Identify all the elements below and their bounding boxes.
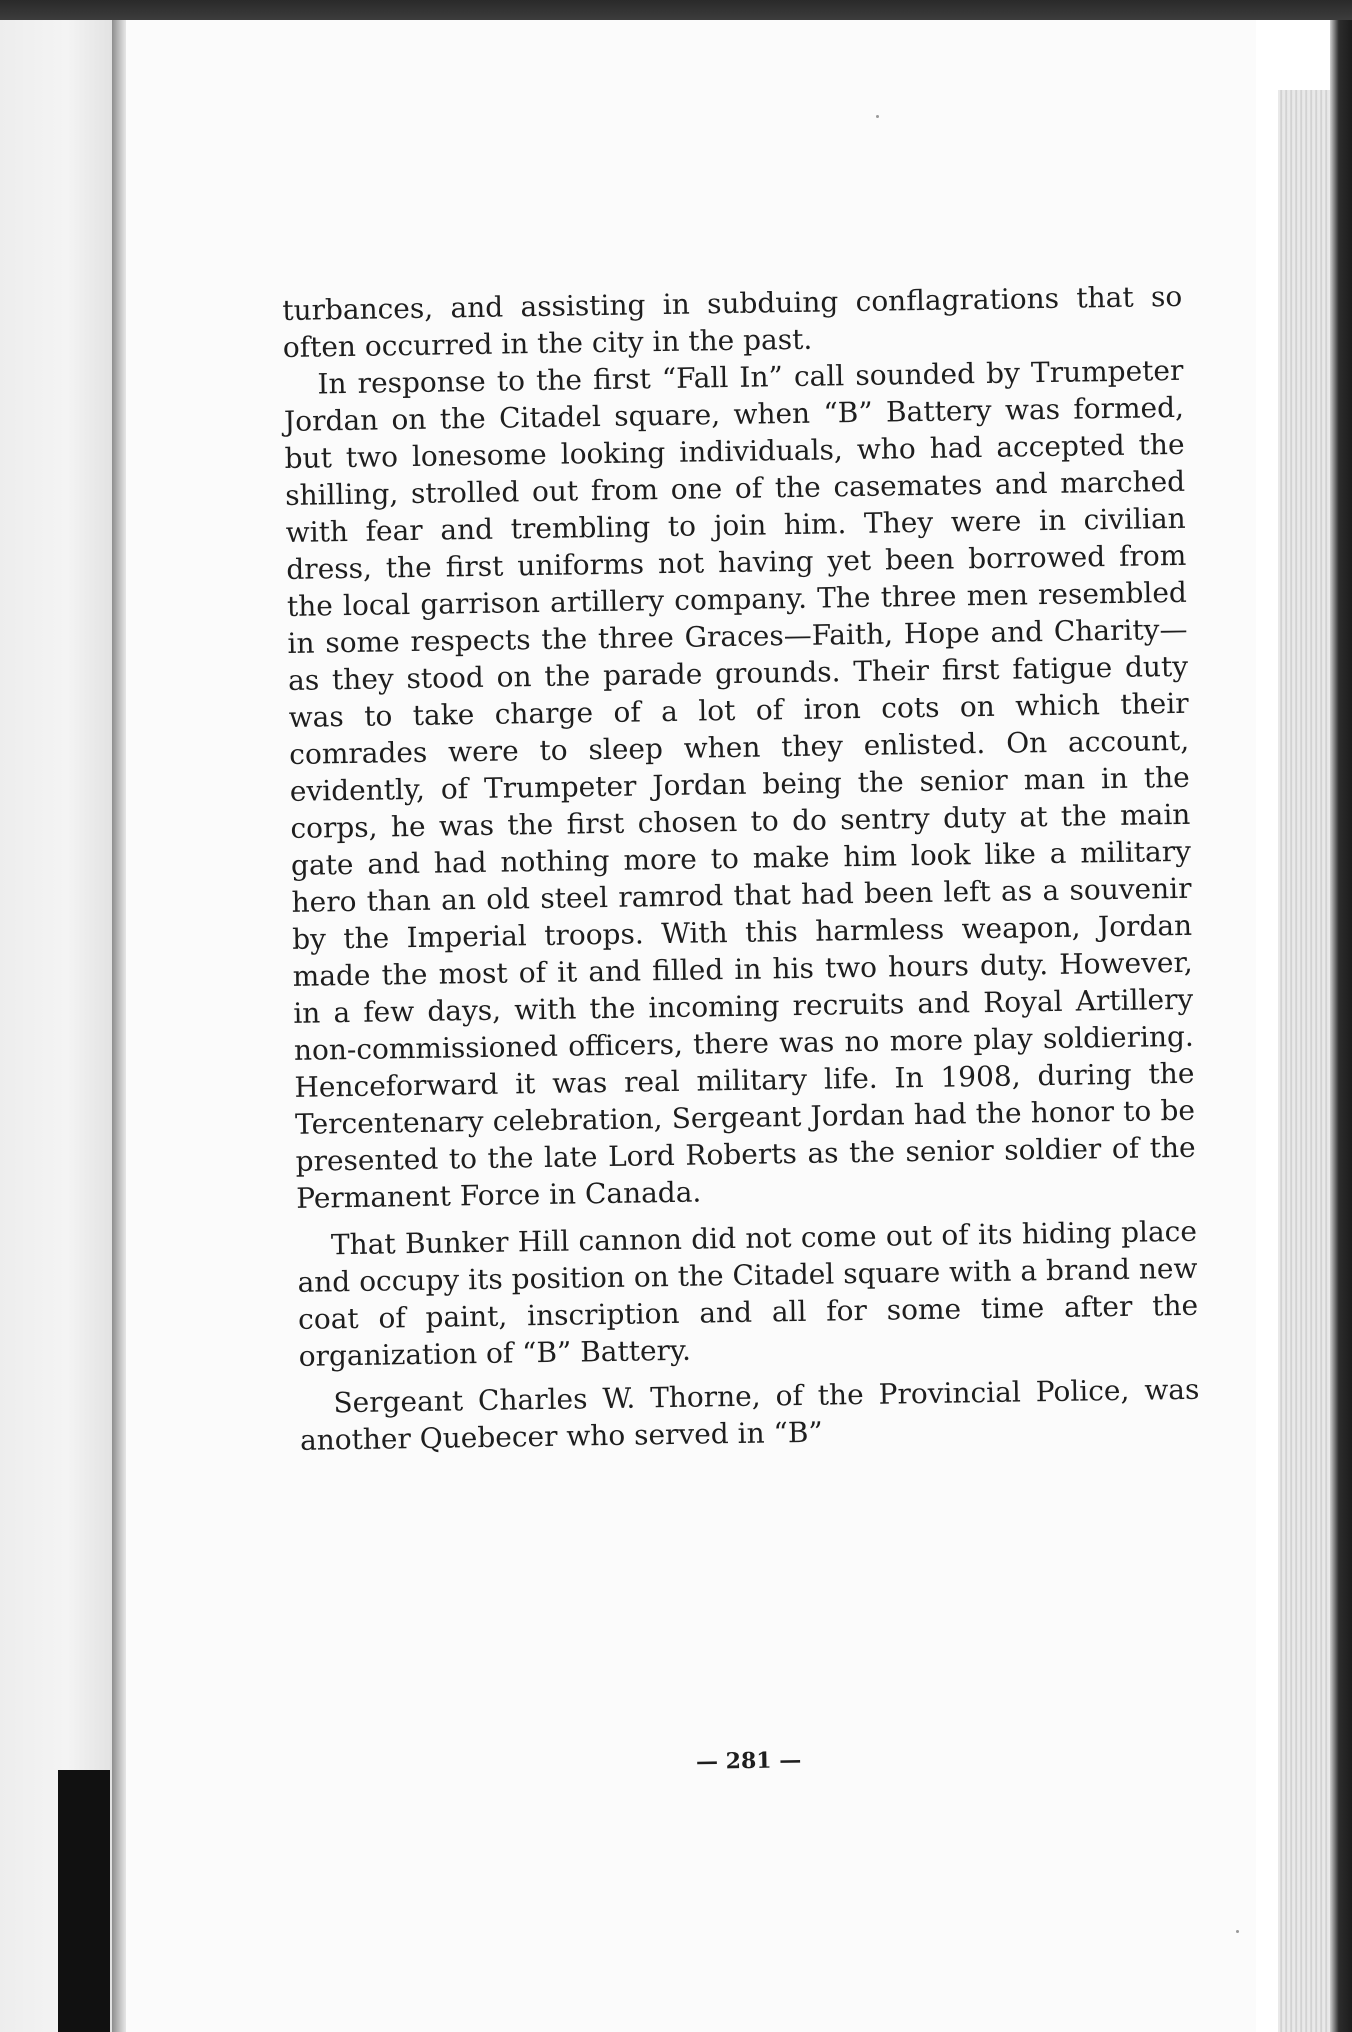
paper-speck — [1236, 1930, 1239, 1933]
left-facing-page — [0, 20, 112, 2032]
page-edges-stack — [1278, 90, 1330, 2032]
book-gutter — [112, 20, 126, 2032]
book-page — [126, 20, 1256, 2032]
paper-speck — [876, 115, 879, 118]
paragraph-bunker-hill-cannon: That Bunker Hill cannon did not come out of its hiding place and occupy its position on the Citadel square with a brand new coat of paint, inscription and all for some time after the organization of “B” Battery. — [297, 1214, 1199, 1373]
page-number: — 281 — — [695, 1747, 802, 1775]
page-body-text — [282, 278, 1200, 1459]
left-page-shadow — [58, 1770, 110, 2032]
scanner-right-margin — [1330, 20, 1352, 2032]
paragraph-trumpeter-jordan: In response to the first “Fall In” call sounded by Trumpeter Jordan on the Citadel square, when “B” Battery was formed, but two lonesome looking individuals, who had accepted the shilling, strolled out from one of the casemates and marched with fear and trembling to join him. They were in civilian dress, the first uniforms not having yet been borrowed from the local garrison artillery company. The three men resembled in some respects the three Graces—Faith, Hope and Charity—as they stood on the parade grounds. Their first fatigue duty was to take charge of a lot of iron cots on which their comrades were to sleep when they enlisted. On account, evidently, of Trumpeter Jordan being the senior man in the corps, he was the first chosen to do sentry duty at the main gate and had nothing more to make him look like a military hero than an old steel ramrod that had been left as a souvenir by the Imperial troops. With this harmless weapon, Jordan made the most of it and filled in his two hours duty. However, in a few days, with the incoming recruits and Royal Artillery non-commissioned officers, there was no more play soldiering. Henceforward it was real military life. In 1908, during the Tercentenary celebration, Sergeant Jordan had the honor to be presented to the late Lord Roberts as the senior soldier of the Permanent Force in Canada. — [283, 353, 1196, 1215]
paragraph-sergeant-thorne: Sergeant Charles W. Thorne, of the Provincial Police, was another Quebecer who served in “B” — [299, 1372, 1200, 1457]
scanner-top-margin — [0, 0, 1352, 20]
paragraph-continuation: turbances, and assisting in subduing conflagrations that so often occurred in the city in the past. — [282, 279, 1183, 364]
